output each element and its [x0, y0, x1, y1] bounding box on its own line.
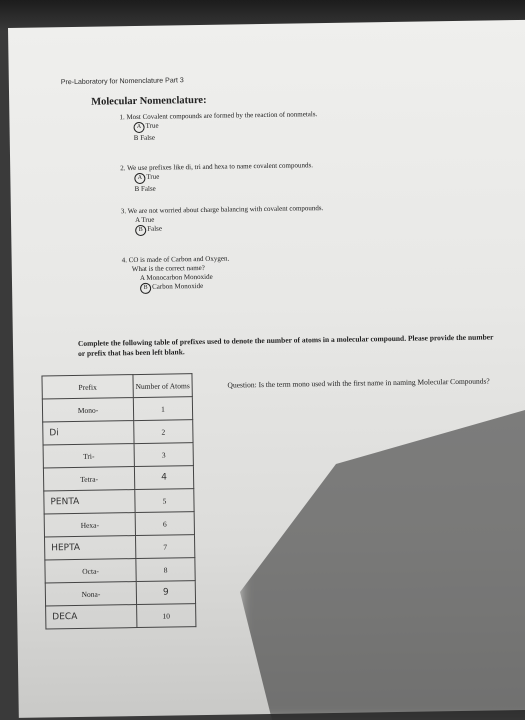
number-cell[interactable]: 1: [133, 397, 192, 421]
answer-circle: B: [140, 283, 151, 294]
prefix-cell[interactable]: Octa-: [45, 559, 136, 583]
prefix-cell[interactable]: Tri-: [43, 444, 134, 468]
column-header-prefix: Prefix: [42, 375, 133, 399]
table-instructions: Complete the following table of prefixes used to denote the number of atoms in a molecular compound. Please provide the number or prefix that has been left blank.: [77, 332, 494, 358]
question-4-text: 4. CO is made of Carbon and Oxygen.: [121, 254, 230, 265]
question-1-option-a[interactable]: A True: [133, 119, 317, 133]
question-1: [119, 110, 317, 143]
table-row: [43, 466, 193, 491]
question-1-text: 1. Most Covalent compounds are formed by the reaction of nonmetals.: [119, 110, 318, 122]
question-4-subtext: What is the correct name?: [131, 263, 205, 274]
number-cell[interactable]: 4: [134, 466, 193, 490]
prefix-cell[interactable]: HEPTA: [44, 536, 135, 560]
answer-circle: A: [134, 173, 145, 184]
table-body: [42, 397, 196, 629]
question-3-text: 3. We are not worried about charge balancing with covalent compounds.: [120, 204, 324, 216]
question-3-option-b[interactable]: B False: [135, 222, 324, 236]
section-title: Molecular Nomenclature:: [91, 94, 207, 108]
number-cell[interactable]: 2: [134, 420, 193, 444]
side-question: Question: Is the term mono used with the first name in naming Molecular Compounds?: [227, 376, 490, 390]
table-row: [43, 443, 193, 468]
column-header-number: Number of Atoms: [133, 374, 192, 398]
prefix-cell[interactable]: Tetra-: [43, 467, 134, 491]
question-4-option-a[interactable]: A Monocarbon Monoxide: [139, 272, 213, 282]
table-row: [44, 535, 194, 560]
question-2-option-b[interactable]: B False: [134, 184, 156, 194]
prefix-table: [41, 373, 196, 629]
page-header: Pre-Laboratory for Nomenclature Part 3: [60, 77, 184, 87]
table-row: [45, 581, 195, 606]
table-row: [43, 420, 193, 445]
number-cell[interactable]: 9: [136, 581, 195, 605]
prefix-cell[interactable]: Hexa-: [44, 513, 135, 537]
question-2-option-a[interactable]: A True: [134, 170, 313, 184]
table-header-row: [42, 374, 192, 399]
question-4: [122, 255, 230, 296]
table-row: [45, 558, 195, 583]
prefix-cell[interactable]: PENTA: [44, 490, 135, 514]
number-cell[interactable]: 5: [135, 489, 194, 513]
question-3: [121, 204, 324, 237]
number-cell[interactable]: 3: [134, 443, 193, 467]
prefix-cell[interactable]: Di: [43, 421, 134, 445]
answer-circle: B: [135, 225, 146, 236]
table-row: [44, 512, 194, 537]
number-cell[interactable]: 6: [135, 512, 194, 536]
table-row: [44, 489, 194, 514]
prefix-cell[interactable]: Nona-: [45, 582, 136, 606]
number-cell[interactable]: 10: [137, 604, 196, 628]
question-4-option-b[interactable]: B Carbon Monoxide: [140, 282, 230, 294]
prefix-cell[interactable]: DECA: [46, 605, 137, 629]
table-row: [42, 397, 192, 422]
table-row: [46, 604, 196, 629]
number-cell[interactable]: 8: [136, 558, 195, 582]
answer-circle: A: [133, 122, 144, 133]
question-2-text: 2. We use prefixes like di, tri and hexa to name covalent compounds.: [120, 161, 313, 173]
question-2: [120, 161, 313, 194]
prefix-cell[interactable]: Mono-: [42, 398, 133, 422]
number-cell[interactable]: 7: [135, 535, 194, 559]
question-3-option-a[interactable]: A True: [134, 215, 155, 225]
question-1-option-b[interactable]: B False: [133, 133, 156, 143]
